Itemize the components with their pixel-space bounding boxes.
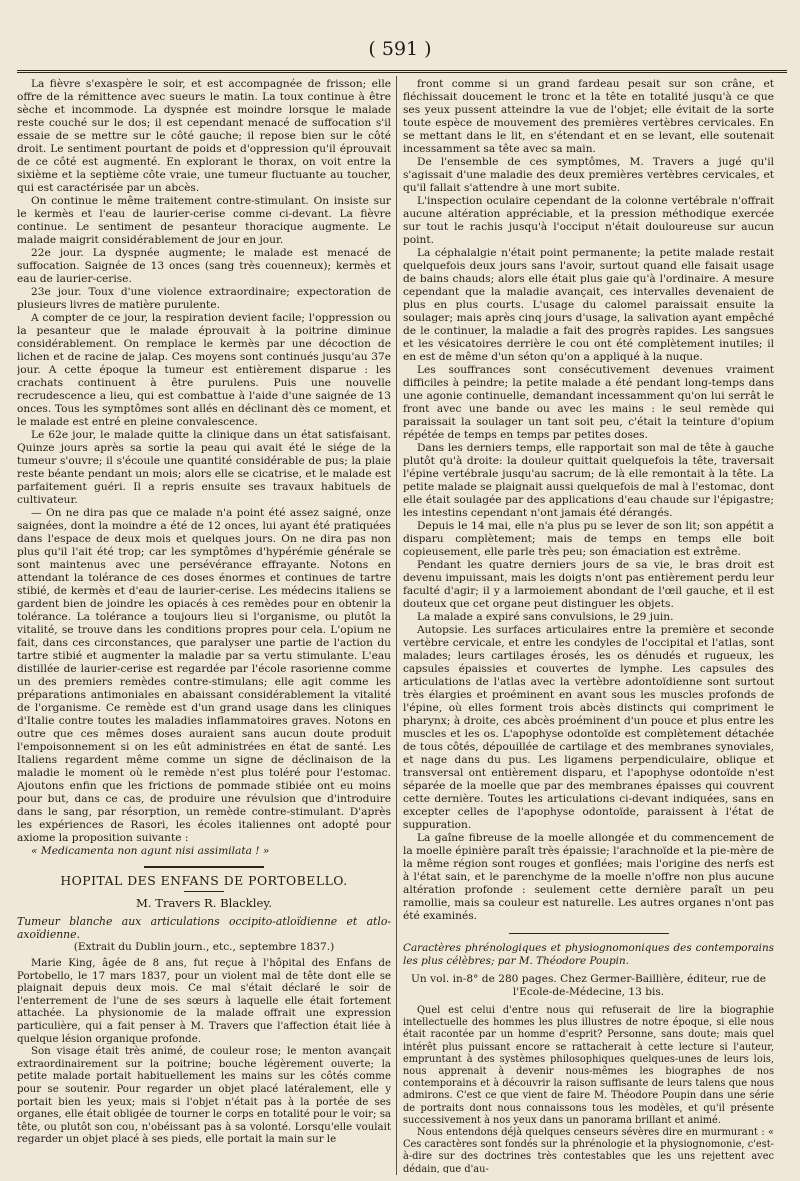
body-paragraph: A compter de ce jour, la respiration devient facile; l'oppression ou la pesanteur que le malade éprouvait à la poitrine diminue considérablement. On remplace le kermès par une décoction de lichen et de racine de jalap. Ces moyens sont continués jusqu'au 37e jour. A cette époque la tumeur est entièrement disparue : les crachats continuent à être purulens. Puis une nouvelle recrudescence a lieu, qui est combattue à l'aide d'une saignée de 13 onces. Tous les symptômes sont allés en déclinant dès ce moment, et le malade est entré en pleine convalescence. (17, 312, 391, 428)
review-separator (509, 933, 669, 934)
article-subtitle: Tumeur blanche aux articulations occipito-atloïdienne et atlo-axoïdienne. (17, 915, 391, 941)
section-separator (144, 866, 264, 868)
column-divider (396, 76, 397, 1175)
body-paragraph: La fièvre s'exaspère le soir, et est accompagnée de frisson; elle offre de la rémittence avec sueurs le matin. La toux continue à être sèche et incommode. La dyspnée est moindre lorsque le malade reste couché sur le dos; il est cependant menacé de suffocation s'il essaie de se mettre sur le côté gauche; il repose bien sur le côté droit. Le sentiment pourtant de poids et d'oppression qu'il éprouvait de ce côté est augmenté. En explorant le thorax, on voit entre la sixième et la septième côte vraie, une tumeur fluctuante au toucher, qui est caractérisée par un abcès. (17, 78, 391, 194)
title-rule (184, 891, 224, 892)
article-title: HOPITAL DES ENFANS DE PORTOBELLO. (60, 873, 348, 888)
body-paragraph: 22e jour. La dyspnée augmente; le malade est menacé de suffocation. Saignée de 13 onces (sang très couenneux); kermès et eau de laurier-cerise. (17, 247, 391, 285)
body-paragraph: front comme si un grand fardeau pesait sur son crâne, et fléchissait doucement le tronc et la tête en totalité jusqu'à ce que ses yeux pussent atteindre la vue de l'objet; elle évitait de la sorte toute espèce de mouvement des premières vertèbres cervicales. En se mettant dans le lit, en s'étendant et en se levant, elle soutenait incessamment sa tête avec sa main. (403, 78, 774, 155)
body-paragraph: De l'ensemble de ces symptômes, M. Travers a jugé qu'il s'agissait d'une maladie des deux premières vertèbres cervicales, et qu'il fallait s'attendre à une mort subite. (403, 156, 774, 194)
article-paragraph: Son visage était très animé, de couleur rose; le menton avançait extraordinairement sur la poitrine; bouche légèrement ouverte; la petite malade portait habituellement les mains sur les côtés comme pour se soutenir. Pour regarder un objet placé latéralement, elle y portait bien les yeux; mais si l'objet n'était pas à la portée de ses organes, elle était obligée de tourner le corps en totalité pour le voir; sa tête, ou plutôt son cou, n'obéissant pas à sa volonté. Lorsqu'elle voulait regarder un objet placé à ses pieds, elle portait la main sur le (17, 1046, 391, 1146)
body-paragraph: — On ne dira pas que ce malade n'a point été assez saigné, onze saignées, dont la moindre a été de 12 onces, lui ayant été pratiquées dans l'espace de deux mois et quelques jours. On ne dira pas non plus qu'il l'ait été trop; car les symptômes d'hypérémie générale se sont maintenus avec une persévérance effrayante. Notons en attendant la tolérance de ces doses énormes et continues de tartre stibié, de kermès et d'eau de laurier-cerise. Les médecins italiens se gardent bien de joindre les opiacés à ces remèdes pour en obtenir la tolérance. La tolérance a toujours lieu si l'organisme, ou plutôt la vitalité, se trouve dans les conditions propres pour cela. L'opium ne fait, dans ces circonstances, que paralyser une partie de l'action du tartre stibié et augmenter la maladie par sa vertu stimulante. L'eau distillée de laurier-cerise est regardée par l'école rasorienne comme un des premiers remèdes contre-stimulans; elle agit comme les préparations antimoniales en abaissant considérablement la vitalité de l'organisme. Ce remède est d'un grand usage dans les cliniques d'Italie contre toutes les maladies inflammatoires graves. Notons en outre que ces mêmes doses auraient sans aucun doute produit l'empoisonnement si on les eût administrées en état de santé. Les Italiens regardent même comme un signe de déclinaison de la maladie le moment où le remède n'est plus toléré pour l'estomac. Ajoutons enfin que les frictions de pommade stibiée ont eu moins pour but, dans ce cas, de produire une révulsion que d'introduire dans le sang, par résorption, un remède contre-stimulant. D'après les expériences de Rasori, les écoles italiennes ont adopté pour axiome la proposition suivante : (17, 507, 391, 844)
body-paragraph: Le 62e jour, le malade quitte la clinique dans un état satisfaisant. Quinze jours après sa sortie la peau qui avait été le siége de la tumeur s'ouvre; il s'écoule une quantité considérable de pus; la plaie reste béante pendant un mois; alors elle se cicatrise, et le malade est parfaitement guéri. Il a repris ensuite ses travaux habituels de cultivateur. (17, 429, 391, 506)
left-column (17, 78, 391, 1173)
body-paragraph: La gaîne fibreuse de la moelle allongée et du commencement de la moelle épinière paraît très épaissie; l'arachnoïde et la pie-mère de la même région sont rouges et gonflées; mais l'origine des nerfs est à l'état sain, et le parenchyme de la moelle n'offre non plus aucune altération profonde : seulement cette dernière paraît un peu ramollie, mais sa couleur est naturelle. Les autres organes n'ont pas été examinés. (403, 832, 774, 922)
latin-quote: « Medicamenta non agunt nisi assimilata ! » (31, 845, 270, 857)
article-source: (Extrait du Dublin journ., etc., septembre 1837.) (73, 941, 335, 953)
body-paragraph: Pendant les quatre derniers jours de sa vie, le bras droit est devenu impuissant, mais les doigts n'ont pas entièrement perdu leur faculté d'agir; il y a larmoiement abondant de l'œil gauche, et il est douteux que cet organe peut distinguer les objets. (403, 559, 774, 610)
header-rule (17, 70, 787, 73)
review-title: Caractères phrénologiques et physiognomoniques des contemporains les plus célèbres; par M. Théodore Poupin. (403, 942, 774, 967)
review-paragraph: Nous entendons déjà quelques censeurs sévères dire en murmurant : « Ces caractères sont fondés sur la phrénologie et la physiognomonie, c'est-à-dire sur des doctrines très contestables que les uns rejettent avec dédain, que d'au- (403, 1127, 774, 1173)
right-column (403, 78, 774, 1173)
page-number: ( 591 ) (368, 38, 432, 60)
body-paragraph: La malade a expiré sans convulsions, le 29 juin. (417, 611, 674, 623)
review-paragraph: Quel est celui d'entre nous qui refuserait de lire la biographie intellectuelle des hommes les plus illustres de notre époque, si elle nous était racontée par un homme d'esprit? Personne, sans doute; mais quel intérêt plus puissant encore se rattacherait à cette lecture si l'auteur, empruntant à des systèmes philosophiques quelques-unes de leurs lois, nous apprenait à devenir nous-mêmes les biographes de nos contemporains et à découvrir la raison suffisante de leurs talens que nous admirons. C'est ce que vient de faire M. Théodore Poupin dans une série de portraits dont nous connaissons tous les modèles, et qu'il présente successivement à nos yeux dans un panorama brillant et animé. (403, 1005, 774, 1126)
body-paragraph: Dans les derniers temps, elle rapportait son mal de tête à gauche plutôt qu'à droite: la douleur quittait quelquefois la tête, traversait l'épine vertébrale jusqu'au sacrum; de là elle remontait à la tête. La petite malade se plaignait aussi quelquefois de mal à l'estomac, dont elle était soulagée par des applications d'eau chaude sur l'épigastre; les intestins cependant n'ont jamais été dérangés. (403, 442, 774, 519)
body-paragraph: On continue le même traitement contre-stimulant. On insiste sur le kermès et l'eau de laurier-cerise comme ci-devant. La fièvre continue. Le sentiment de pesanteur thoracique augmente. Le malade maigrit considérablement de jour en jour. (17, 195, 391, 246)
body-paragraph: Depuis le 14 mai, elle n'a plus pu se lever de son lit; son appétit a disparu complètement; mais de temps en temps elle boit copieusement, elle parle très peu; son émaciation est extrême. (403, 520, 774, 558)
article-paragraph: Marie King, âgée de 8 ans, fut reçue à l'hôpital des Enfans de Portobello, le 17 mars 1837, pour un violent mal de tête dont elle se plaignait depuis deux mois. Ce mal s'était déclaré le soir de l'enterrement de l'une de ses sœurs à laquelle elle était fortement attachée. La physionomie de la malade offrait une expression particulière, qui a fait penser à M. Travers que l'affection était liée à quelque lésion organique profonde. (17, 958, 391, 1045)
body-paragraph: La céphalalgie n'était point permanente; la petite malade restait quelquefois deux jours sans l'avoir, surtout quand elle faisait usage de bains chauds; alors elle était plus gaie qu'à l'ordinaire. A mesure cependant que la maladie avançait, ces intervalles devenaient de plus en plus courts. L'usage du calomel paraissait ensuite la soulager; mais après cinq jours d'usage, la salivation ayant empêché de le continuer, la maladie a fait des progrès rapides. Les sangsues et les vésicatoires derrière le cou ont été complètement inutiles; il en est de même d'un séton qu'on a appliqué à la nuque. (403, 247, 774, 363)
body-paragraph: L'inspection oculaire cependant de la colonne vertébrale n'offrait aucune altération appréciable, et la pression méthodique exercée sur tout le rachis jusqu'à l'occiput n'était douloureuse sur aucun point. (403, 195, 774, 246)
article-author: M. Travers R. Blackley. (135, 896, 273, 910)
body-paragraph: 23e jour. Toux d'une violence extraordinaire; expectoration de plusieurs livres de matière purulente. (17, 286, 391, 311)
review-publication: Un vol. in-8° de 280 pages. Chez Germer-Baillière, éditeur, rue de l'Ecole-de-Médecine, 13 bis. (410, 973, 766, 998)
autopsy-paragraph: Autopsie. Les surfaces articulaires entre la première et seconde vertèbre cervicale, et entre les condyles de l'occipital et l'atlas, sont malades; leurs cartilages érosés, les os dénudés et rugueux, les capsules épaissies et couvertes de lymphe. Les capsules des articulations de l'atlas avec la vertèbre adontoïdienne sont surtout très élargies et proéminent en avant sous les muscles profonds de l'épine, où elles forment trois abcès distincts qui compriment le pharynx; à droite, ces abcès proéminent d'un pouce et plus entre les muscles et les os. L'apophyse odontoïde est complètement détachée de tous côtés, dépouillée de cartilage et des membranes synoviales, et nage dans du pus. Les ligamens perpendiculaire, oblique et transversal ont entièrement disparu, et l'apophyse odontoïde n'est séparée de la moelle que par des membranes épaisses qui couvrent cette dernière. Toutes les articulations ci-devant indiquées, sans en excepter celles de l'apophyse odontoïde, paraissent à l'état de suppuration. (403, 624, 774, 831)
body-paragraph: Les souffrances sont consécutivement devenues vraiment difficiles à peindre; la petite malade a été pendant long-temps dans une agonie continuelle, demandant incessamment qu'on lui serrât le front avec une bande ou avec les mains : le seul remède qui paraissait la soulager un tant soit peu, c'était la teinture d'opium répétée de temps en temps par petites doses. (403, 364, 774, 441)
